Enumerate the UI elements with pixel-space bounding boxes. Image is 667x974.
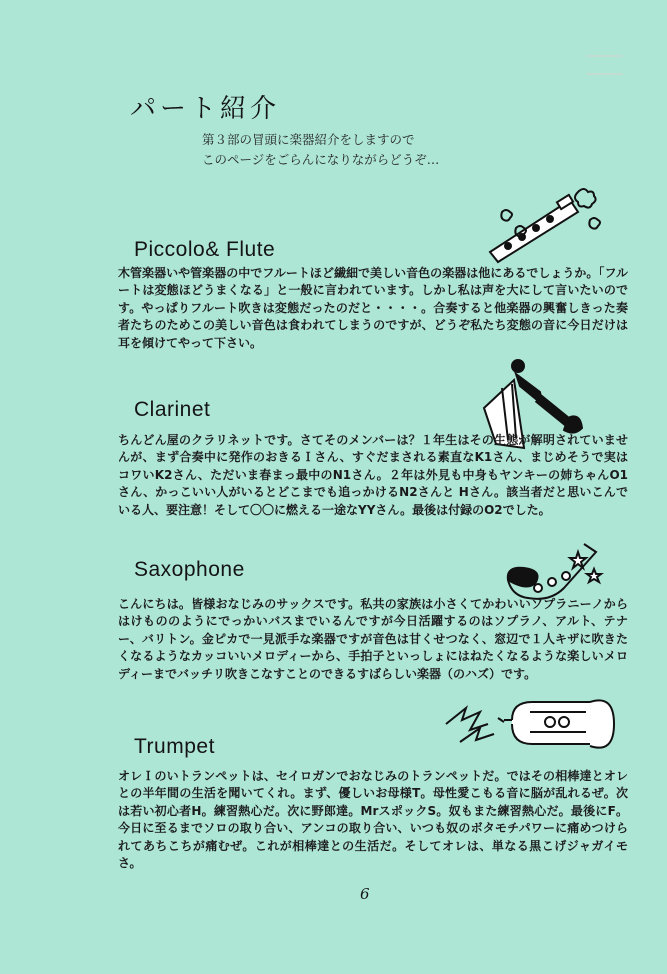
page-title: パート紹介 [130,94,281,124]
section-body-saxophone: こんにちは。皆様おなじみのサックスです。私共の家族は小さくてかわいいソプラニーノからはけもののようにでっかいバスまでいるんですが今日活躍するのはソプラノ、アルト、テナー、バリトン。金ピカで一見派手な楽器ですが音色は甘くせつなく、窓辺で１人キザに吹きたくなるようなカッコいいメロディーから、手拍子といっしょにはねたくなるような楽しいメロディーまでバッチリ吹きこなすことのできるすばらしい楽器（のハズ）です。 [118,597,628,681]
section-body-clarinet: ちんどん屋のクラリネットです。さてそのメンバーは？１年生はその生態が解明されていませんが、まず合奏中に発作のおきるＩさん、すぐだまされる素直なK1さん、まじめそうで実はコワいK2さん、ただいま春まっ最中のN1さん。２年は外見も中身もヤンキーの姉ちゃんO1さん、かっこいい人がいるとどこまでも追っかけるN2さんと Hさん。該当者だと思いこんでいる人、要注意！そして〇〇に燃える一途なYYさん。最後は付録のO2でした。 [118,433,628,517]
section-heading-piccolo-flute: Piccolo& Flute [134,238,276,261]
section-body-piccolo-flute: 木管楽器いや管楽器の中でフルートほど繊細で美しい音色の楽器は他にあるでしょうか。「フルートは変態ほどうまくなる」と一般に言われています。しかし私は声を大にして言いたいのです。やっぱりフルート吹きは変態だったのだと・・・・。合奏すると他楽器の興奮しきった奏者たちのためこの美しい音色は食われてしまうのですが、どうぞ私たち変態の音に今日だけは耳を傾けてやって下さい。 [118,266,628,350]
page-number: 6 [360,885,370,903]
subtitle-line: 第３部の冒頭に楽器紹介をしますので [202,132,415,147]
saxophone-icon [500,538,610,600]
page-subtitle [202,130,502,170]
trumpet-icon [440,690,620,760]
subtitle-line: このページをごらんになりながらどうぞ… [202,152,440,167]
section-heading-trumpet: Trumpet [134,735,215,758]
corner-mark [585,48,625,88]
flute-icon [478,186,608,266]
section-body-trumpet: オレＩのいトランペットは、セイロガンでおなじみのトランペットだ。ではその相棒達とオレとの半年間の生活を聞いてくれ。まず、優しいお母様T。母性愛こもる音に脳が乱れるぜ。次は若い初心者H。練習熱心だ。次に野郎達。MrスポックS。奴もまた練習熱心だ。最後にF。今日に至るまでソロの取り合い、アンコの取り合い、いつも奴のボタモチパワーに痛めつけられてあちこちが痛むぜ。これが相棒達との生活だ。そしてオレは、単なる黒こげジャガイモさ。 [118,769,628,871]
section-heading-saxophone: Saxophone [134,558,245,581]
section-heading-clarinet: Clarinet [134,398,211,421]
